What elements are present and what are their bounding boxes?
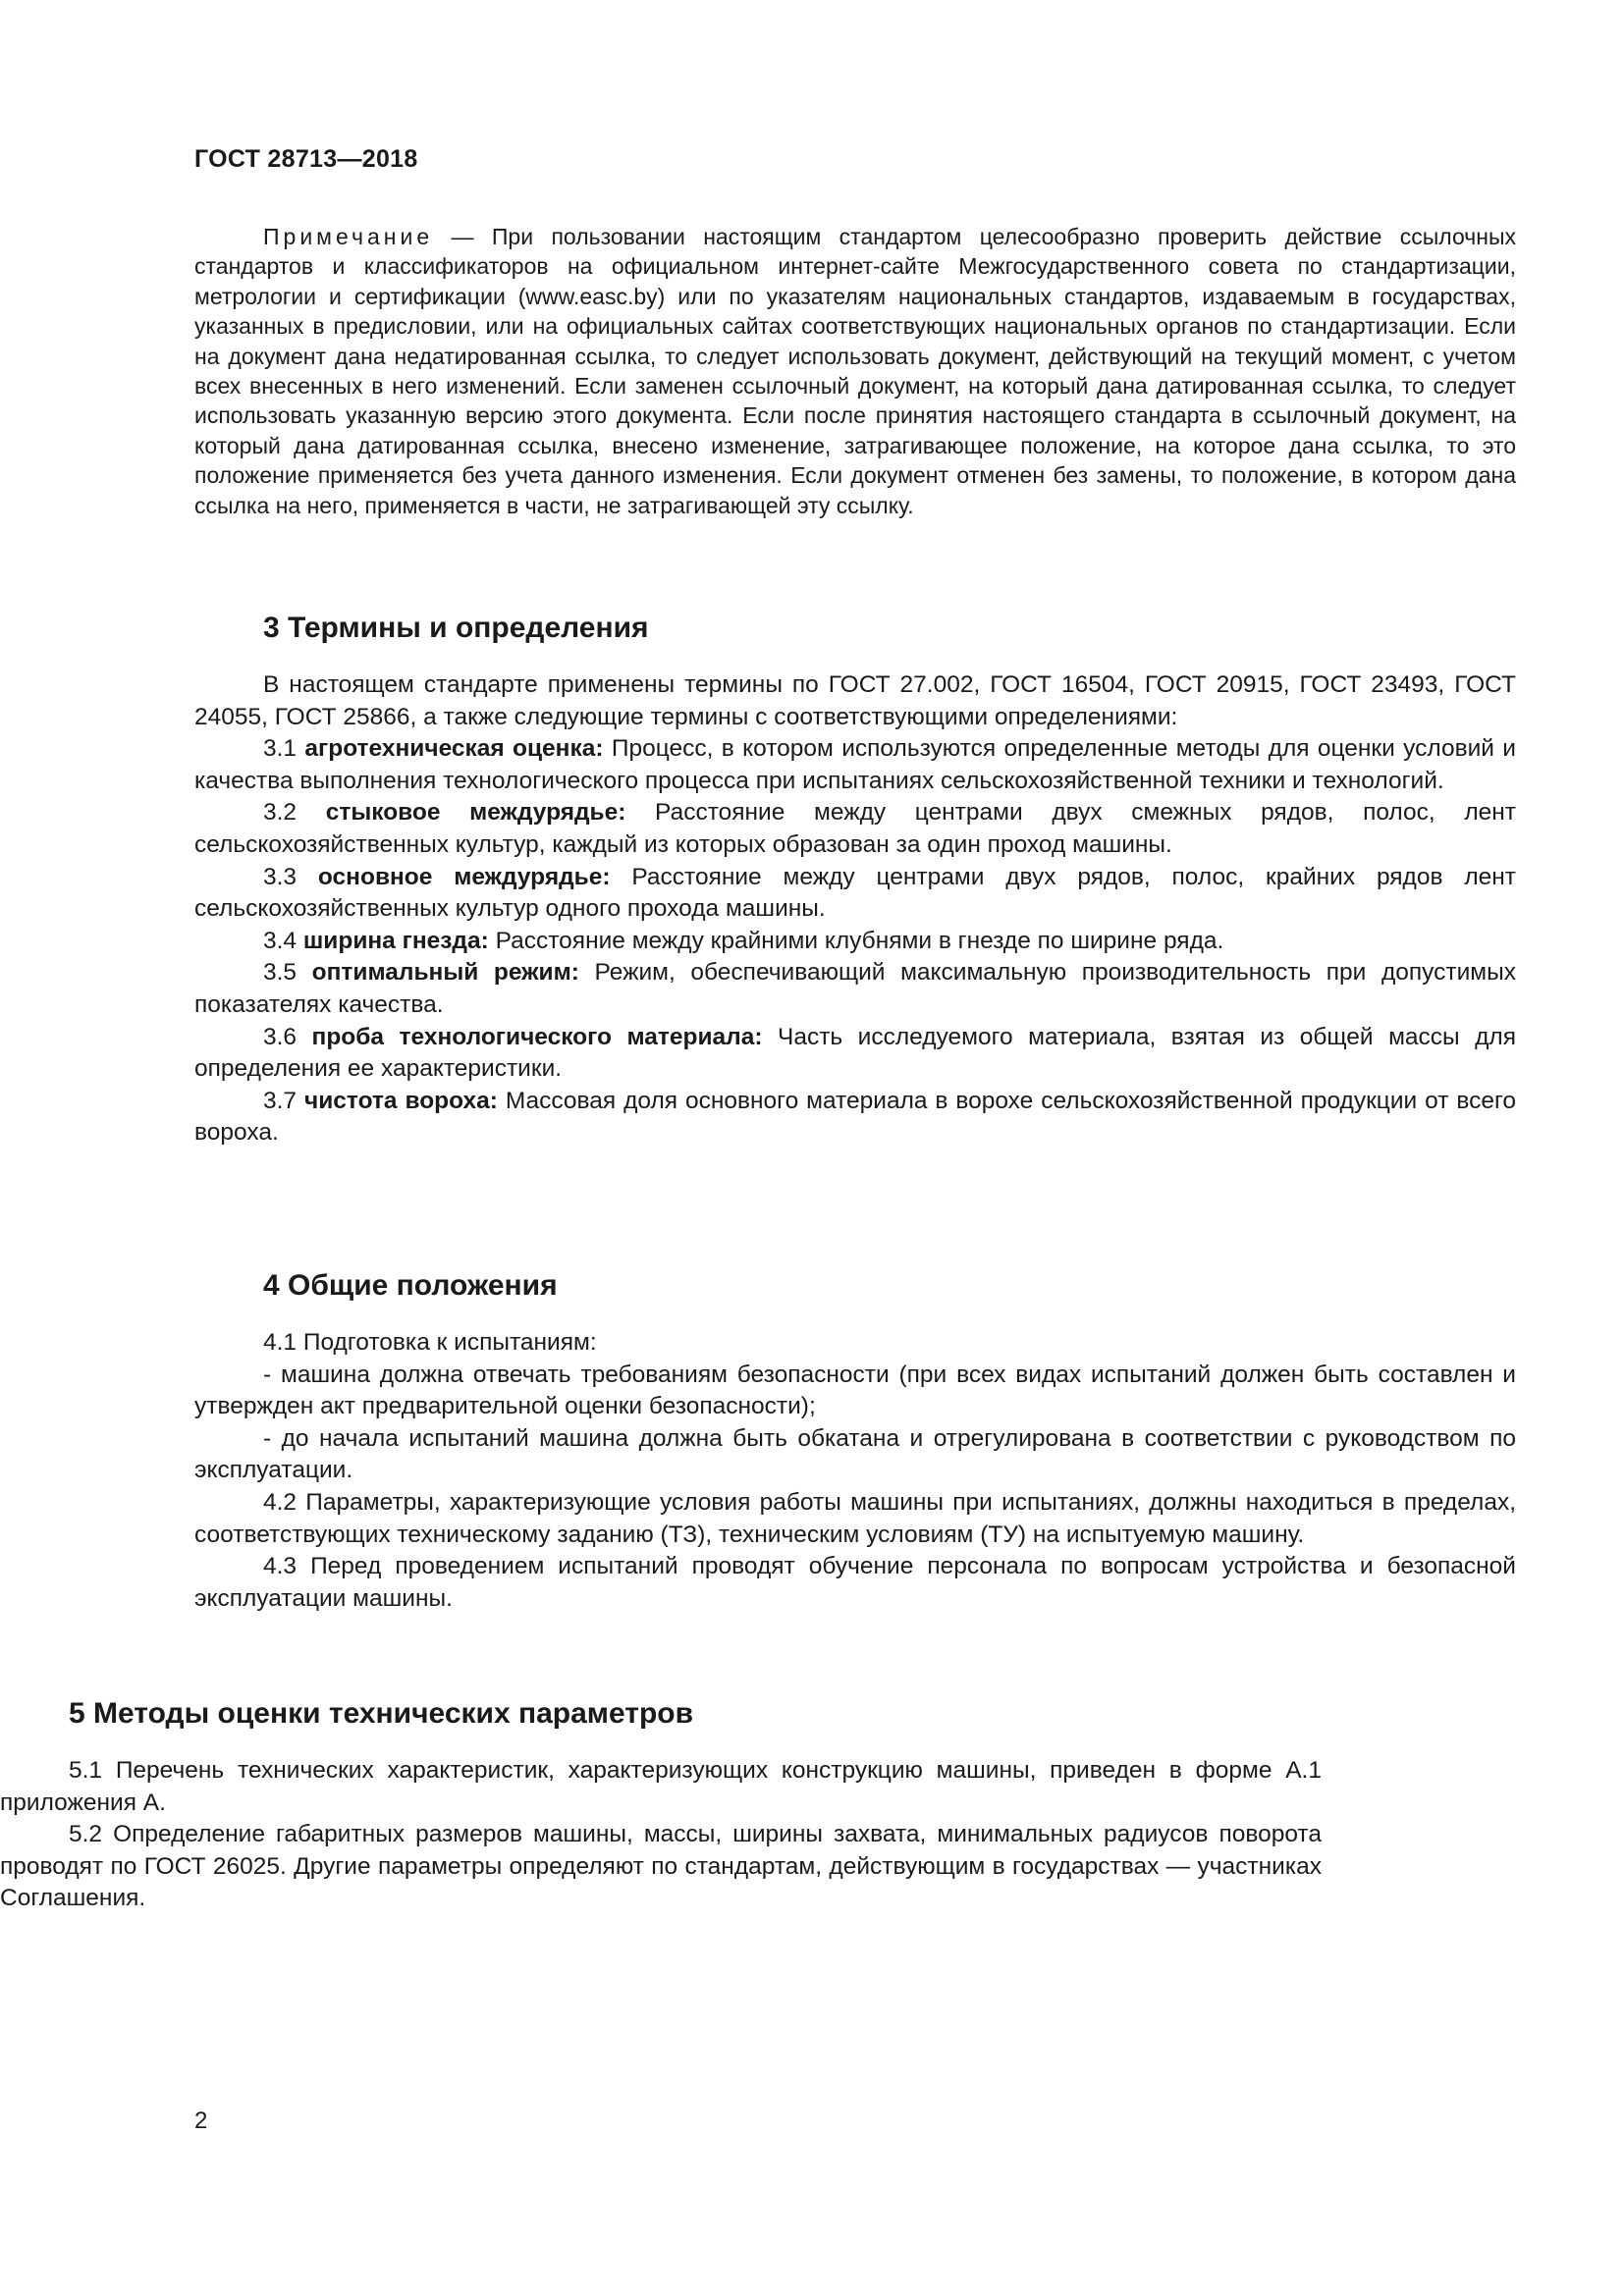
section-4-paragraph: - до начала испытаний машина должна быть обкатана и отрегулирована в соответствии с руководством по эксплуатации. — [194, 1424, 1516, 1484]
term-3-3 — [194, 862, 1516, 926]
term-definition: Массовая доля основного материала в ворохе сельскохозяйственной продукции от всего вороха. — [194, 1087, 1517, 1147]
term-name: проба технологического материала: — [311, 1023, 763, 1050]
page-number: 2 — [194, 2108, 208, 2134]
section-5-title: 5 Методы оценки технических параметров — [69, 1697, 694, 1730]
term-number: 3.4 — [263, 927, 303, 954]
section-3 — [194, 609, 1516, 1149]
note-paragraph — [194, 222, 1516, 520]
term-definition: Расстояние между центрами двух смежных рядов, полос, лент сельскохозяйственных культур, каждый из которых образован за один проход машины. — [194, 799, 1516, 858]
term-definition: Расстояние между крайними клубнями в гнезде по ширине ряда. — [488, 927, 1224, 954]
term-name: агротехническая оценка: — [304, 735, 604, 763]
term-name: оптимальный режим: — [311, 959, 579, 987]
term-definition: Процесс, в котором используются определенные методы для оценки условий и качества выполнения технологического процесса при испытаниях сельскохозяйственной техники и технологий. — [194, 735, 1516, 794]
term-name: чистота вороха: — [303, 1087, 498, 1114]
term-number: 3.7 — [263, 1087, 304, 1114]
term-number: 3.1 — [263, 735, 305, 763]
section-5-paragraph: 5.2 Определение габаритных размеров машины, массы, ширины захвата, минимальных радиусов поворота проводят по ГОСТ 26025. Другие параметры определяют по стандартам, действующим в государствах — участниках Соглашения. — [0, 1821, 1322, 1912]
section-3-intro: В настоящем стандарте применены термины по ГОСТ 27.002, ГОСТ 16504, ГОСТ 20915, ГОСТ 23493, ГОСТ 24055, ГОСТ 25866, а также следующие термины с соответствующими определениями: — [194, 671, 1516, 730]
term-3-1 — [194, 733, 1516, 797]
term-3-4 — [194, 926, 1516, 958]
section-4-paragraph: 4.1 Подготовка к испытаниям: — [263, 1329, 597, 1356]
term-3-6 — [194, 1022, 1516, 1086]
note-label: Примечание — [263, 224, 434, 249]
term-number: 3.6 — [263, 1023, 312, 1050]
term-number: 3.5 — [263, 959, 312, 987]
term-3-5 — [194, 957, 1516, 1021]
section-5-paragraph: 5.1 Перечень технических характеристик, характеризующих конструкцию машины, приведен в форме А.1 приложения А. — [0, 1757, 1322, 1816]
document-header: ГОСТ 28713—2018 — [194, 145, 418, 173]
section-4-paragraph: 4.2 Параметры, характеризующие условия работы машины при испытаниях, должны находиться в пределах, соответствующих техническому заданию (ТЗ), техническим условиям (ТУ) на испытуемую машину. — [194, 1488, 1516, 1548]
section-3-title: 3 Термины и определения — [263, 612, 649, 644]
section-4-paragraph: 4.3 Перед проведением испытаний проводят обучение персонала по вопросам устройства и безопасной эксплуатации машины. — [194, 1553, 1516, 1612]
term-definition: Расстояние между центрами двух рядов, полос, крайних рядов лент сельскохозяйственных культур одного прохода машины. — [194, 863, 1517, 923]
term-name: основное междурядье: — [317, 863, 611, 890]
term-name: ширина гнезда: — [302, 927, 489, 954]
section-4-paragraph: - машина должна отвечать требованиям безопасности (при всех видах испытаний должен быть составлен и утвержден акт предварительной оценки безопасности); — [194, 1361, 1516, 1420]
term-number: 3.3 — [263, 863, 318, 890]
term-definition: Режим, обеспечивающий максимальную производительность при допустимых показателях качества. — [194, 959, 1516, 1018]
term-definition: Часть исследуемого материала, взятая из общей массы для определения ее характеристики. — [194, 1023, 1516, 1083]
term-3-7 — [194, 1086, 1516, 1149]
term-3-2 — [194, 797, 1516, 861]
term-name: стыковое междурядье: — [325, 799, 626, 827]
section-4-title: 4 Общие положения — [263, 1269, 558, 1302]
section-4 — [194, 1266, 1516, 1615]
note-block — [194, 222, 1516, 520]
section-5 — [0, 1694, 1322, 1915]
note-text: — При пользовании настоящим стандартом целесообразно проверить действие ссылочных стандартов и классификаторов на официальном интернет-сайте Межгосударственного совета по стандартизации, метрологии и сертификации (www.easc.by) или по указателям национальных стандартов, издаваемым в государствах, указанных в предисловии, или на официальных сайтах соответствующих национальных органов по стандартизации. Если на документ дана недатированная ссылка, то следует использовать документ, действующий на текущий момент, с учетом всех внесенных в него изменений. Если заменен ссылочный документ, на который дана датированная ссылка, то следует использовать указанную версию этого документа. Если после принятия настоящего стандарта в ссылочный документ, на который дана датированная ссылка, внесено изменение, затрагивающее положение, на которое дана ссылка, то это положение применяется без учета данного изменения. Если документ отменен без замены, то положение, в котором дана ссылка на него, применяется в части, не затрагивающей эту ссылку. — [194, 224, 1516, 518]
term-number: 3.2 — [263, 799, 326, 827]
